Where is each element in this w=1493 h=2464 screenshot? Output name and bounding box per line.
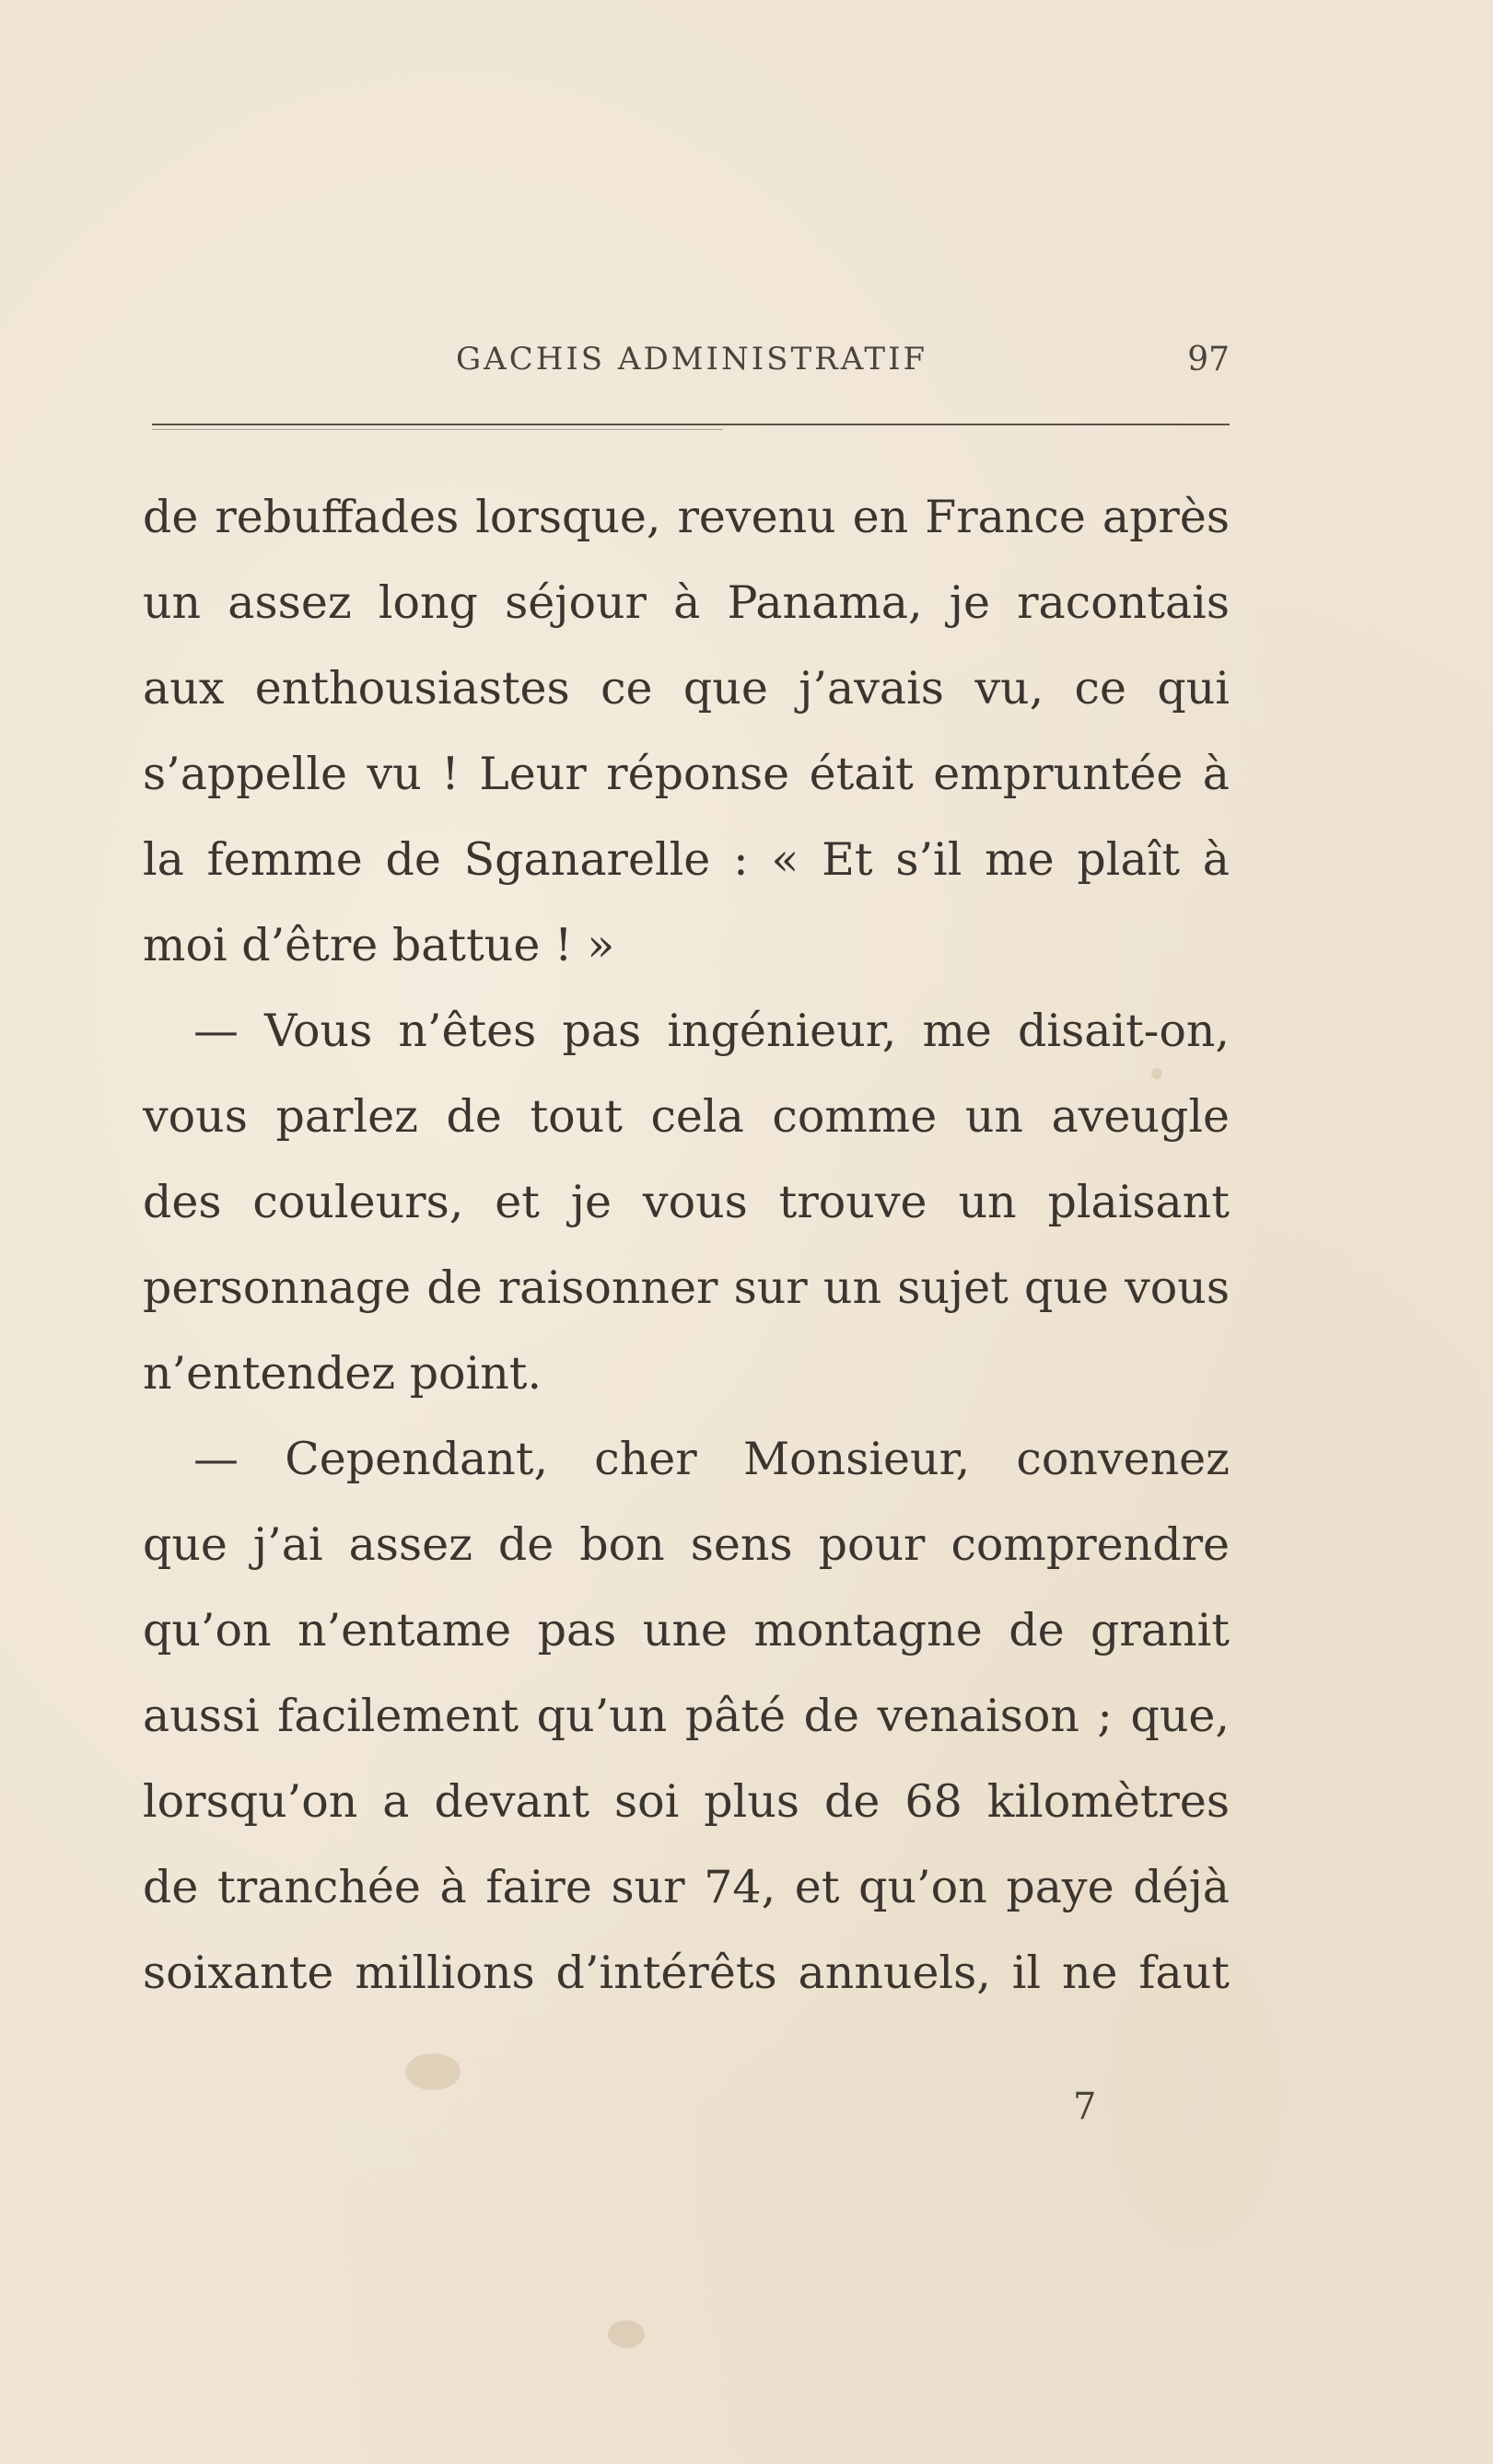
text-line: de tranchée à faire sur 74, et qu’on paye déjà [143, 1861, 1230, 1913]
text-line: aussi facilement qu’un pâté de venaison ; que, [143, 1690, 1230, 1742]
text-line: un assez long séjour à Panama, je racontais [143, 576, 1230, 629]
text-line: des couleurs, et je vous trouve un plaisant [143, 1176, 1230, 1228]
text-line: — Vous n’êtes pas ingénieur, me disait-on, [193, 1005, 1230, 1057]
text-line: qu’on n’entame pas une montagne de granit [143, 1604, 1230, 1656]
text-line: la femme de Sganarelle : « Et s’il me plaît à [143, 833, 1230, 886]
paper-stain [1151, 1068, 1162, 1079]
page-number: 97 [1187, 341, 1230, 378]
text-line: n’entendez point. [143, 1347, 542, 1400]
signature-mark: 7 [1073, 2086, 1097, 2128]
running-title: GACHIS ADMINISTRATIF [456, 341, 928, 378]
body-text [143, 474, 1230, 2016]
text-line: personnage de raisonner sur un sujet que vous [143, 1261, 1230, 1314]
text-line: — Cependant, cher Monsieur, convenez [193, 1433, 1230, 1485]
header-rule [152, 424, 1230, 425]
paper-stain [608, 2320, 645, 2348]
text-line: aux enthousiastes ce que j’avais vu, ce qui [143, 662, 1230, 715]
text-line: que j’ai assez de bon sens pour comprendre [143, 1518, 1230, 1571]
text-line: moi d’être battue ! » [143, 919, 615, 971]
text-line: soixante millions d’intérêts annuels, il ne faut [143, 1947, 1230, 1999]
paper-stain [405, 2053, 461, 2090]
text-line: de rebuffades lorsque, revenu en France après [143, 491, 1230, 543]
running-head [143, 341, 1230, 387]
text-line: lorsqu’on a devant soi plus de 68 kilomètres [143, 1775, 1230, 1828]
text-line: s’appelle vu ! Leur réponse était empruntée à [143, 748, 1230, 800]
header-rule-shadow [152, 429, 723, 430]
text-line: vous parlez de tout cela comme un aveugle [143, 1090, 1230, 1143]
